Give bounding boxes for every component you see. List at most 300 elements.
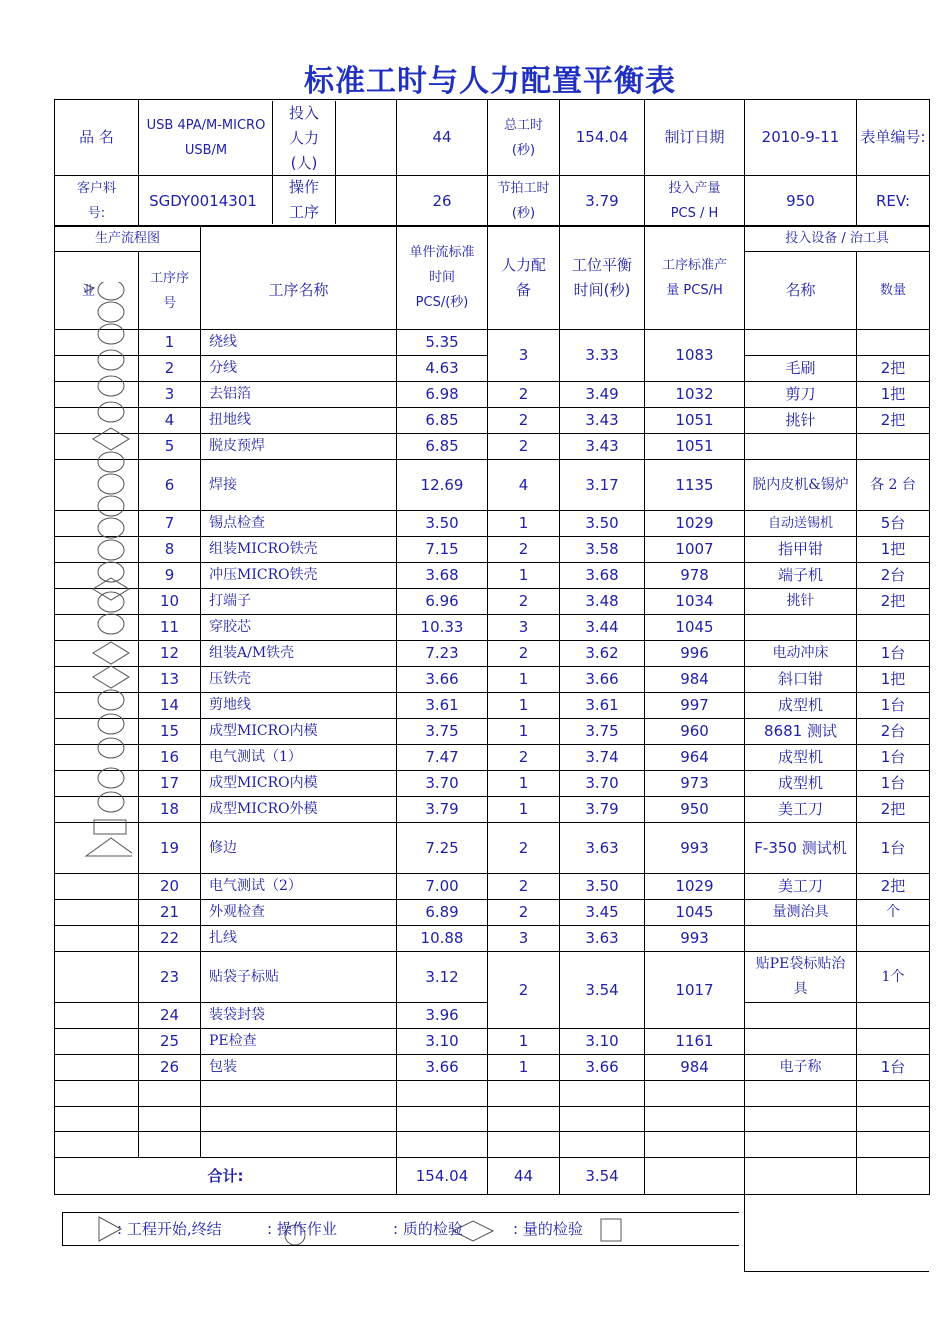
row-name: 修边	[201, 823, 397, 874]
row-no: 9	[139, 563, 201, 589]
takt-label-text: 节拍工时(秒)	[497, 181, 550, 221]
row-qty	[857, 615, 930, 641]
row-bal: 3.17	[560, 460, 645, 511]
flow-chart	[84, 282, 132, 862]
row-out: 1032	[645, 382, 745, 408]
row-eq: 电子称	[745, 1055, 857, 1081]
row-bal: 3.50	[560, 511, 645, 537]
row-out: 997	[645, 693, 745, 719]
row-name: 组装MICRO铁壳	[201, 537, 397, 563]
row-qty: 2把	[857, 874, 930, 900]
row-out: 1083	[645, 330, 745, 382]
row-name: 去铝箔	[201, 382, 397, 408]
product-label: 品 名	[55, 100, 139, 176]
empty-cell	[857, 1132, 930, 1158]
row-std: 6.96	[397, 589, 488, 615]
row-eq: 毛刷	[745, 356, 857, 382]
row-out: 993	[645, 823, 745, 874]
totals-man: 44	[488, 1158, 560, 1195]
row-man: 1	[488, 667, 560, 693]
table-row	[55, 745, 930, 771]
row-std: 3.50	[397, 511, 488, 537]
operation-circle-icon	[98, 402, 124, 422]
row-no: 7	[139, 511, 201, 537]
row-no: 14	[139, 693, 201, 719]
table-row	[55, 719, 930, 745]
row-man: 2	[488, 434, 560, 460]
row-bal: 3.49	[560, 382, 645, 408]
row-eq	[745, 330, 857, 356]
row-qty: 1台	[857, 823, 930, 874]
empty-row	[55, 1107, 930, 1132]
customer-label	[55, 176, 139, 227]
row-name: 冲压MICRO铁壳	[201, 563, 397, 589]
ops-label	[272, 176, 336, 224]
row-man: 2	[488, 641, 560, 667]
row-out: 1034	[645, 589, 745, 615]
row-eq: 量测治具	[745, 900, 857, 926]
row-no: 12	[139, 641, 201, 667]
quantity-box-icon	[94, 820, 126, 834]
row-out: 1029	[645, 874, 745, 900]
input-manpower-label	[272, 101, 336, 175]
header-row-1	[55, 100, 930, 176]
row-out: 1135	[645, 460, 745, 511]
row-out: 960	[645, 719, 745, 745]
row-qty	[857, 434, 930, 460]
row-eq: 斜口钳	[745, 667, 857, 693]
output-value: 950	[745, 176, 857, 227]
empty-cell	[745, 1107, 857, 1132]
row-bal: 3.54	[560, 952, 645, 1029]
empty-cell	[397, 1107, 488, 1132]
row-eq: 电动冲床	[745, 641, 857, 667]
row-no: 16	[139, 745, 201, 771]
row-no: 8	[139, 537, 201, 563]
legend-quality: : 质的检验	[393, 1220, 463, 1238]
row-eq: 成型机	[745, 745, 857, 771]
table-row	[55, 874, 930, 900]
product-value	[139, 100, 397, 176]
ops-value: 26	[397, 176, 488, 227]
manpower-label-text: 人力配备	[501, 255, 547, 299]
empty-cell	[397, 1081, 488, 1107]
flow-label: 生产流程图	[55, 226, 201, 252]
form-no-label: 表单编号:	[857, 100, 930, 176]
std-output-label-text: 工序标准产量 PCS/H	[662, 257, 728, 298]
row-name: 压铁壳	[201, 667, 397, 693]
std-time-label	[397, 226, 488, 330]
row-std: 6.98	[397, 382, 488, 408]
table-row	[55, 797, 930, 823]
row-name: 绕线	[201, 330, 397, 356]
row-name: 扭地线	[201, 408, 397, 434]
row-std: 3.96	[397, 1003, 488, 1029]
row-man: 1	[488, 1029, 560, 1055]
table-row	[55, 511, 930, 537]
row-std: 6.85	[397, 408, 488, 434]
empty-cell	[488, 1132, 560, 1158]
row-eq	[745, 615, 857, 641]
row-name: 组装A/M铁壳	[201, 641, 397, 667]
row-qty: 2把	[857, 356, 930, 382]
row-man: 1	[488, 693, 560, 719]
table-row	[55, 434, 930, 460]
operation-circle-icon	[98, 614, 124, 634]
row-eq: 挑针	[745, 408, 857, 434]
flow-cell	[55, 1003, 139, 1029]
operation-circle-icon	[98, 690, 124, 710]
row-no: 4	[139, 408, 201, 434]
customer-label-text: 客户料号:	[76, 181, 116, 221]
empty-cell	[645, 1158, 745, 1195]
empty-cell	[488, 1107, 560, 1132]
empty-cell	[201, 1107, 397, 1132]
row-qty: 1把	[857, 667, 930, 693]
row-eq: 美工刀	[745, 797, 857, 823]
row-std: 3.12	[397, 952, 488, 1003]
row-bal: 3.70	[560, 771, 645, 797]
output-label-text: 投入产量PCS / H	[668, 181, 721, 221]
row-bal: 3.66	[560, 667, 645, 693]
row-out: 964	[645, 745, 745, 771]
row-no: 18	[139, 797, 201, 823]
empty-cell	[139, 1132, 201, 1158]
legend-operation: : 操作作业	[267, 1220, 337, 1238]
date-value: 2010-9-11	[745, 100, 857, 176]
ops-label-text: 操作工序	[288, 178, 319, 221]
quality-diamond-icon	[93, 666, 129, 688]
row-qty: 1个	[857, 952, 930, 1003]
quantity-square-icon	[601, 1219, 621, 1241]
row-name: 扎线	[201, 926, 397, 952]
empty-cell	[139, 1081, 201, 1107]
row-bal: 3.43	[560, 408, 645, 434]
row-std: 12.69	[397, 460, 488, 511]
row-bal: 3.68	[560, 563, 645, 589]
row-qty: 2把	[857, 589, 930, 615]
row-no: 11	[139, 615, 201, 641]
empty-cell	[201, 1132, 397, 1158]
takt-value: 3.79	[560, 176, 645, 227]
header-row-2	[55, 176, 930, 227]
totals-label: 合计:	[55, 1158, 397, 1195]
legend	[62, 1212, 739, 1246]
operation-circle-icon	[98, 714, 124, 734]
operation-circle-icon	[98, 562, 124, 582]
row-eq	[745, 1029, 857, 1055]
table-row	[55, 900, 930, 926]
row-no: 26	[139, 1055, 201, 1081]
row-eq: 端子机	[745, 563, 857, 589]
table-row	[55, 408, 930, 434]
empty-cell	[397, 1132, 488, 1158]
row-std: 3.66	[397, 1055, 488, 1081]
row-name: 剪地线	[201, 693, 397, 719]
row-bal: 3.43	[560, 434, 645, 460]
row-no: 2	[139, 356, 201, 382]
row-no: 5	[139, 434, 201, 460]
row-name: 打端子	[201, 589, 397, 615]
empty-cell	[560, 1081, 645, 1107]
row-out: 1029	[645, 511, 745, 537]
seq-label	[139, 252, 201, 330]
empty-cell	[560, 1132, 645, 1158]
equip-label: 投入设备 / 治工具	[745, 226, 930, 252]
row-man: 2	[488, 823, 560, 874]
row-name: 分线	[201, 356, 397, 382]
row-bal: 3.33	[560, 330, 645, 382]
row-eq: 自动送锡机	[745, 511, 857, 537]
row-man: 1	[488, 1055, 560, 1081]
row-eq-text: 贴PE袋标贴治具	[755, 956, 846, 997]
operation-circle-icon	[98, 474, 124, 494]
row-no: 1	[139, 330, 201, 356]
row-name: 成型MICRO外模	[201, 797, 397, 823]
row-out: 978	[645, 563, 745, 589]
row-name: PE检查	[201, 1029, 397, 1055]
end-triangle-icon	[86, 838, 132, 856]
row-man: 2	[488, 382, 560, 408]
row-no: 24	[139, 1003, 201, 1029]
row-bal: 3.45	[560, 900, 645, 926]
empty-cell	[560, 1107, 645, 1132]
row-qty: 2把	[857, 797, 930, 823]
table-row	[55, 693, 930, 719]
row-std: 5.35	[397, 330, 488, 356]
empty-cell	[55, 1081, 139, 1107]
row-man: 2	[488, 874, 560, 900]
row-eq	[745, 823, 857, 874]
row-std: 3.61	[397, 693, 488, 719]
row-qty	[857, 1029, 930, 1055]
table-row	[55, 589, 930, 615]
row-name: 贴袋子标贴	[201, 952, 397, 1003]
input-manpower-value: 44	[397, 100, 488, 176]
row-name: 成型MICRO内模	[201, 719, 397, 745]
table-row	[55, 952, 930, 1003]
process-table	[54, 225, 930, 1195]
row-qty: 5台	[857, 511, 930, 537]
empty-cell	[139, 1107, 201, 1132]
table-row	[55, 615, 930, 641]
header-row-3	[55, 226, 930, 252]
row-std: 6.85	[397, 434, 488, 460]
row-bal: 3.50	[560, 874, 645, 900]
empty-row	[55, 1081, 930, 1107]
row-bal: 3.75	[560, 719, 645, 745]
table-row	[55, 537, 930, 563]
row-name: 焊接	[201, 460, 397, 511]
flow-cell	[55, 900, 139, 926]
row-qty: 1台	[857, 745, 930, 771]
manpower-label	[488, 226, 560, 330]
row-name: 电气测试（2）	[201, 874, 397, 900]
operation-circle-icon	[98, 496, 124, 516]
table-row	[55, 330, 930, 356]
row-man: 1	[488, 771, 560, 797]
row-bal: 3.66	[560, 1055, 645, 1081]
row-no: 13	[139, 667, 201, 693]
row-eq	[745, 434, 857, 460]
customer-value-text: SGDY0014301	[149, 191, 257, 210]
empty-cell	[488, 1081, 560, 1107]
row-no: 23	[139, 952, 201, 1003]
row-bal: 3.79	[560, 797, 645, 823]
row-qty: 2把	[857, 408, 930, 434]
equip-qty-label: 数量	[857, 252, 930, 330]
page-title: 标准工时与人力配置平衡表	[304, 64, 676, 99]
legend-quantity: : 量的检验	[513, 1220, 583, 1238]
flow-label-gap	[201, 226, 397, 252]
balance-label-text: 工位平衡时间(秒)	[572, 255, 633, 299]
table-row	[55, 382, 930, 408]
row-std: 3.70	[397, 771, 488, 797]
table-row	[55, 563, 930, 589]
operation-circle-icon	[98, 350, 124, 370]
row-std: 7.00	[397, 874, 488, 900]
row-man: 1	[488, 563, 560, 589]
row-no: 19	[139, 823, 201, 874]
empty-cell	[645, 1132, 745, 1158]
row-man: 2	[488, 745, 560, 771]
row-no: 25	[139, 1029, 201, 1055]
row-std: 3.79	[397, 797, 488, 823]
flow-cell	[55, 874, 139, 900]
row-bal: 3.63	[560, 926, 645, 952]
flow-cell	[55, 1029, 139, 1055]
operation-circle-icon	[98, 738, 124, 758]
row-out: 993	[645, 926, 745, 952]
row-std: 6.89	[397, 900, 488, 926]
output-label	[645, 176, 745, 227]
row-eq: 挑针	[745, 589, 857, 615]
row-no: 3	[139, 382, 201, 408]
flow-cell	[55, 1055, 139, 1081]
row-man: 3	[488, 926, 560, 952]
table-row	[55, 460, 930, 511]
rev-label: REV:	[857, 176, 930, 227]
operation-circle-icon	[98, 592, 124, 612]
operation-circle-icon	[98, 452, 124, 472]
flow-sub-label: 业	[82, 284, 96, 299]
table-row	[55, 926, 930, 952]
product-value-text: USB 4PA/M-MICRO USB/M	[146, 117, 266, 158]
row-std: 10.88	[397, 926, 488, 952]
row-man: 2	[488, 537, 560, 563]
seq-label-text: 工序序号	[149, 270, 189, 311]
total-time-value-text: 154.04	[575, 128, 629, 146]
quality-diamond-icon	[93, 642, 129, 664]
row-bal: 3.63	[560, 823, 645, 874]
row-man: 2	[488, 952, 560, 1029]
empty-cell	[645, 1081, 745, 1107]
row-no: 10	[139, 589, 201, 615]
row-std: 3.75	[397, 719, 488, 745]
row-name: 电气测试（1）	[201, 745, 397, 771]
row-std: 7.25	[397, 823, 488, 874]
row-name: 装袋封袋	[201, 1003, 397, 1029]
row-name: 外观检查	[201, 900, 397, 926]
row-eq: 指甲钳	[745, 537, 857, 563]
row-man: 2	[488, 408, 560, 434]
row-eq: 美工刀	[745, 874, 857, 900]
legend-start-end: : 工程开始,终结	[117, 1220, 222, 1238]
row-out: 1017	[645, 952, 745, 1029]
row-name: 成型MICRO内模	[201, 771, 397, 797]
table-row	[55, 667, 930, 693]
customer-value	[139, 176, 397, 227]
operation-circle-icon	[98, 518, 124, 538]
row-out: 1045	[645, 900, 745, 926]
balance-table	[54, 99, 930, 227]
table-row	[55, 1055, 930, 1081]
row-no: 20	[139, 874, 201, 900]
row-qty: 2台	[857, 563, 930, 589]
empty-cell	[857, 1107, 930, 1132]
std-time-label-text: 单件流标准时间PCS/(秒)	[409, 245, 475, 310]
row-qty: 1台	[857, 693, 930, 719]
row-out: 984	[645, 667, 745, 693]
row-bal: 3.10	[560, 1029, 645, 1055]
empty-cell	[745, 1081, 857, 1107]
empty-row	[55, 1132, 930, 1158]
row-man: 2	[488, 900, 560, 926]
row-std: 4.63	[397, 356, 488, 382]
balance-label	[560, 226, 645, 330]
total-time-label-text: 总工时(秒)	[503, 117, 543, 158]
row-qty: 个	[857, 900, 930, 926]
row-no: 6	[139, 460, 201, 511]
date-label: 制订日期	[645, 100, 745, 176]
takt-label	[488, 176, 560, 227]
row-out: 973	[645, 771, 745, 797]
row-eq: 成型机	[745, 771, 857, 797]
row-bal: 3.74	[560, 745, 645, 771]
equip-name-label: 名称	[745, 252, 857, 330]
row-qty: 各 2 台	[857, 460, 930, 511]
empty-cell	[201, 1081, 397, 1107]
row-eq	[745, 460, 857, 511]
row-qty: 1把	[857, 537, 930, 563]
flow-cell	[55, 926, 139, 952]
quality-diamond-icon	[93, 578, 129, 600]
row-out: 1051	[645, 408, 745, 434]
row-name: 锡点检查	[201, 511, 397, 537]
flow-cell	[55, 952, 139, 1003]
table-row	[55, 823, 930, 874]
empty-cell	[857, 1081, 930, 1107]
row-man: 1	[488, 719, 560, 745]
row-std: 3.68	[397, 563, 488, 589]
row-no: 17	[139, 771, 201, 797]
row-std: 10.33	[397, 615, 488, 641]
row-eq	[745, 952, 857, 1003]
row-out: 1045	[645, 615, 745, 641]
row-eq	[745, 1003, 857, 1029]
row-std: 7.15	[397, 537, 488, 563]
row-bal: 3.62	[560, 641, 645, 667]
row-man: 1	[488, 511, 560, 537]
row-std: 3.10	[397, 1029, 488, 1055]
row-eq	[745, 926, 857, 952]
operation-circle-icon	[98, 768, 124, 788]
row-std: 3.66	[397, 667, 488, 693]
row-out: 1161	[645, 1029, 745, 1055]
row-man: 3	[488, 330, 560, 382]
operation-circle-icon	[98, 792, 124, 812]
row-no: 21	[139, 900, 201, 926]
